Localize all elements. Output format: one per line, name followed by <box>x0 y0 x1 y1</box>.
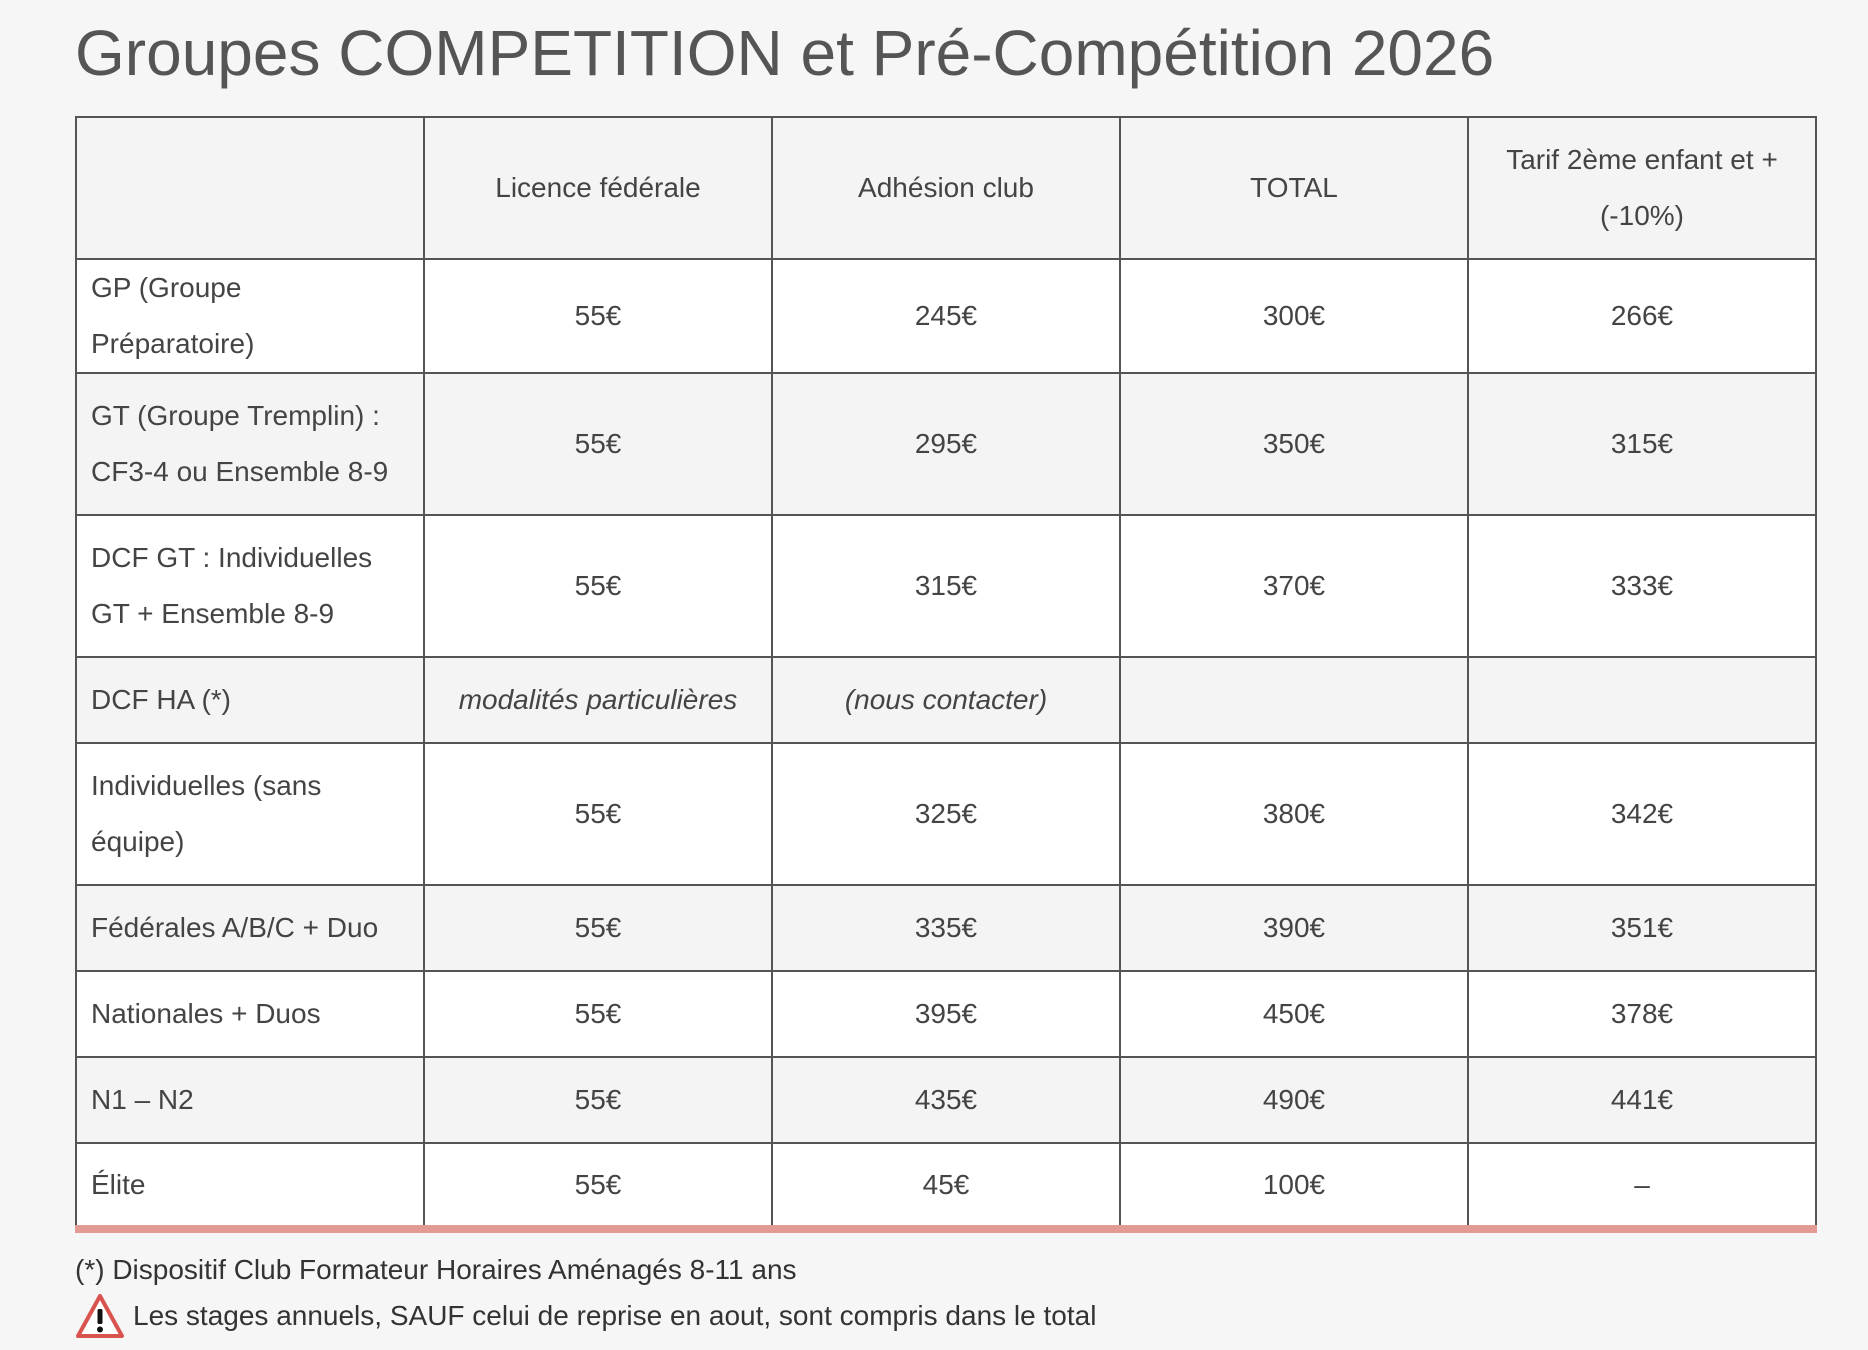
total-cell: 380€ <box>1120 743 1468 885</box>
licence-cell: modalités particulières <box>424 657 772 743</box>
table-row <box>76 885 1816 971</box>
tarif2-cell: 333€ <box>1468 515 1816 657</box>
header-cell-empty <box>76 117 424 259</box>
row-label: DCF GT : Individuelles GT + Ensemble 8-9 <box>76 515 424 657</box>
warning-triangle-icon <box>75 1293 125 1339</box>
warning-text: Les stages annuels, SAUF celui de reprise en aout, sont compris dans le total <box>133 1300 1097 1331</box>
adhesion-cell: 315€ <box>772 515 1120 657</box>
row-label: GP (Groupe Préparatoire) <box>76 259 424 373</box>
total-cell: 100€ <box>1120 1143 1468 1229</box>
tarif2-cell: 351€ <box>1468 885 1816 971</box>
total-cell: 390€ <box>1120 885 1468 971</box>
row-label: DCF HA (*) <box>76 657 424 743</box>
page-title: Groupes COMPETITION et Pré-Compétition 2026 <box>75 17 1495 89</box>
total-cell <box>1120 657 1468 743</box>
licence-cell: 55€ <box>424 971 772 1057</box>
table-row <box>76 657 1816 743</box>
table-header-row <box>76 117 1816 259</box>
total-cell: 450€ <box>1120 971 1468 1057</box>
adhesion-cell: 395€ <box>772 971 1120 1057</box>
table-row <box>76 259 1816 373</box>
adhesion-cell: 245€ <box>772 259 1120 373</box>
tarif2-cell <box>1468 657 1816 743</box>
row-label: GT (Groupe Tremplin) : CF3-4 ou Ensemble 8-9 <box>76 373 424 515</box>
row-label: N1 – N2 <box>76 1057 424 1143</box>
header-tarif-2eme-enfant: Tarif 2ème enfant et + (-10%) <box>1468 117 1816 259</box>
adhesion-cell: 325€ <box>772 743 1120 885</box>
row-label: Fédérales A/B/C + Duo <box>76 885 424 971</box>
adhesion-cell: 435€ <box>772 1057 1120 1143</box>
tarif2-cell: 266€ <box>1468 259 1816 373</box>
header-licence-federale: Licence fédérale <box>424 117 772 259</box>
header-adhesion-club: Adhésion club <box>772 117 1120 259</box>
table-row <box>76 971 1816 1057</box>
tarif2-cell: – <box>1468 1143 1816 1229</box>
table-row <box>76 1057 1816 1143</box>
footnote: (*) Dispositif Club Formateur Horaires Aménagés 8-11 ans <box>75 1254 797 1285</box>
header-total: TOTAL <box>1120 117 1468 259</box>
row-label: Individuelles (sans équipe) <box>76 743 424 885</box>
tarif2-cell: 315€ <box>1468 373 1816 515</box>
licence-cell: 55€ <box>424 259 772 373</box>
adhesion-cell: 335€ <box>772 885 1120 971</box>
tarif2-cell: 378€ <box>1468 971 1816 1057</box>
adhesion-cell: (nous contacter) <box>772 657 1120 743</box>
licence-cell: 55€ <box>424 373 772 515</box>
table-row <box>76 373 1816 515</box>
adhesion-cell: 295€ <box>772 373 1120 515</box>
licence-cell: 55€ <box>424 1057 772 1143</box>
total-cell: 300€ <box>1120 259 1468 373</box>
licence-cell: 55€ <box>424 743 772 885</box>
warning-note <box>75 1293 1096 1339</box>
total-cell: 490€ <box>1120 1057 1468 1143</box>
total-cell: 350€ <box>1120 373 1468 515</box>
row-label: Nationales + Duos <box>76 971 424 1057</box>
licence-cell: 55€ <box>424 1143 772 1229</box>
licence-cell: 55€ <box>424 885 772 971</box>
table-row <box>76 743 1816 885</box>
tarif2-cell: 441€ <box>1468 1057 1816 1143</box>
tarif2-cell: 342€ <box>1468 743 1816 885</box>
table-row <box>76 515 1816 657</box>
total-cell: 370€ <box>1120 515 1468 657</box>
pricing-table <box>75 116 1817 1233</box>
adhesion-cell: 45€ <box>772 1143 1120 1229</box>
table-row <box>76 1143 1816 1229</box>
row-label: Élite <box>76 1143 424 1229</box>
licence-cell: 55€ <box>424 515 772 657</box>
